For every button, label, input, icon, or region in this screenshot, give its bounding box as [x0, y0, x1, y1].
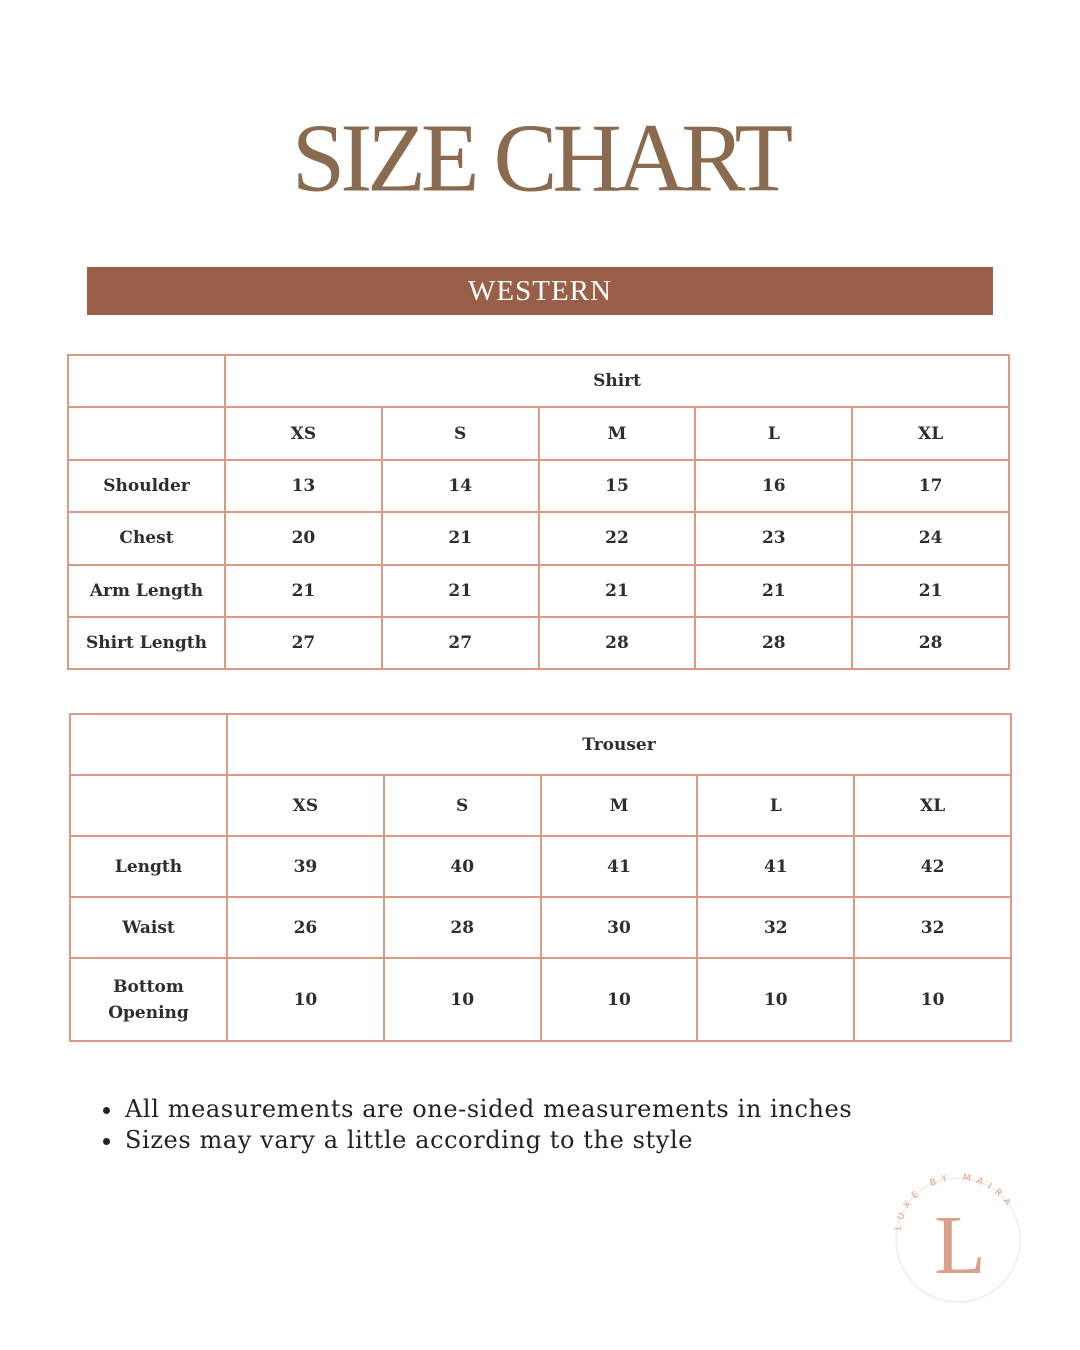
table-heading: Shirt	[225, 355, 1009, 407]
size-header: L	[695, 407, 852, 459]
table-cell: 28	[695, 617, 852, 669]
notes-list	[125, 1094, 852, 1156]
table-row	[68, 617, 1009, 669]
table-cell: 10	[697, 958, 854, 1041]
list-item: All measurements are one-sided measurements in inches	[125, 1095, 853, 1123]
table-cell: 14	[382, 460, 539, 512]
row-label: Shirt Length	[68, 617, 225, 669]
table-cell: 21	[539, 565, 696, 617]
size-header: XL	[854, 775, 1011, 836]
table-cell: 30	[541, 897, 698, 958]
table-corner-cell	[70, 775, 227, 836]
table-cell: 17	[852, 460, 1009, 512]
size-header: XS	[227, 775, 384, 836]
table-row	[70, 958, 1011, 1041]
table-cell: 20	[225, 512, 382, 564]
table-cell: 10	[227, 958, 384, 1041]
table-cell: 21	[382, 512, 539, 564]
size-header: XS	[225, 407, 382, 459]
table-cell: 27	[382, 617, 539, 669]
table-cell: 41	[541, 836, 698, 897]
size-header: M	[541, 775, 698, 836]
table-cell: 16	[695, 460, 852, 512]
table-cell: 28	[384, 897, 541, 958]
table-cell: 13	[225, 460, 382, 512]
page-title: SIZE CHART	[291, 102, 789, 213]
table-corner-cell	[68, 355, 225, 407]
logo-ring-text: LUXE BY MAIRA	[893, 1172, 1016, 1232]
table-cell: 28	[852, 617, 1009, 669]
row-label: Shoulder	[68, 460, 225, 512]
row-label: Length	[70, 836, 227, 897]
brand-logo	[888, 1170, 1028, 1304]
table-cell: 23	[695, 512, 852, 564]
table-cell: 42	[854, 836, 1011, 897]
table-corner-cell	[68, 407, 225, 459]
row-label: Chest	[68, 512, 225, 564]
table-cell: 21	[382, 565, 539, 617]
table-cell: 21	[225, 565, 382, 617]
table-cell: 21	[695, 565, 852, 617]
table-cell: 32	[697, 897, 854, 958]
table-cell: 15	[539, 460, 696, 512]
table-cell: 28	[539, 617, 696, 669]
logo-letter: L	[934, 1199, 986, 1292]
size-header: M	[539, 407, 696, 459]
trouser-size-table	[69, 713, 1012, 1042]
table-heading: Trouser	[227, 714, 1011, 775]
table-cell: 26	[227, 897, 384, 958]
table-row	[70, 897, 1011, 958]
table-cell: 41	[697, 836, 854, 897]
row-label: Waist	[70, 897, 227, 958]
table-cell: 27	[225, 617, 382, 669]
section-banner: WESTERN	[87, 267, 993, 315]
table-row	[68, 460, 1009, 512]
table-cell: 10	[384, 958, 541, 1041]
table-cell: 10	[854, 958, 1011, 1041]
list-item: Sizes may vary a little according to the style	[125, 1125, 852, 1156]
row-label: Bottom Opening	[70, 958, 227, 1041]
table-cell: 32	[854, 897, 1011, 958]
shirt-size-table	[67, 354, 1010, 670]
table-cell: 22	[539, 512, 696, 564]
table-cell: 40	[384, 836, 541, 897]
row-label: Arm Length	[68, 565, 225, 617]
table-cell: 10	[541, 958, 698, 1041]
size-header: S	[384, 775, 541, 836]
table-corner-cell	[70, 714, 227, 775]
size-header: S	[382, 407, 539, 459]
size-header: XL	[852, 407, 1009, 459]
table-row	[68, 512, 1009, 564]
table-cell: 21	[852, 565, 1009, 617]
size-header: L	[697, 775, 854, 836]
table-row	[70, 836, 1011, 897]
table-cell: 24	[852, 512, 1009, 564]
table-cell: 39	[227, 836, 384, 897]
table-row	[68, 565, 1009, 617]
